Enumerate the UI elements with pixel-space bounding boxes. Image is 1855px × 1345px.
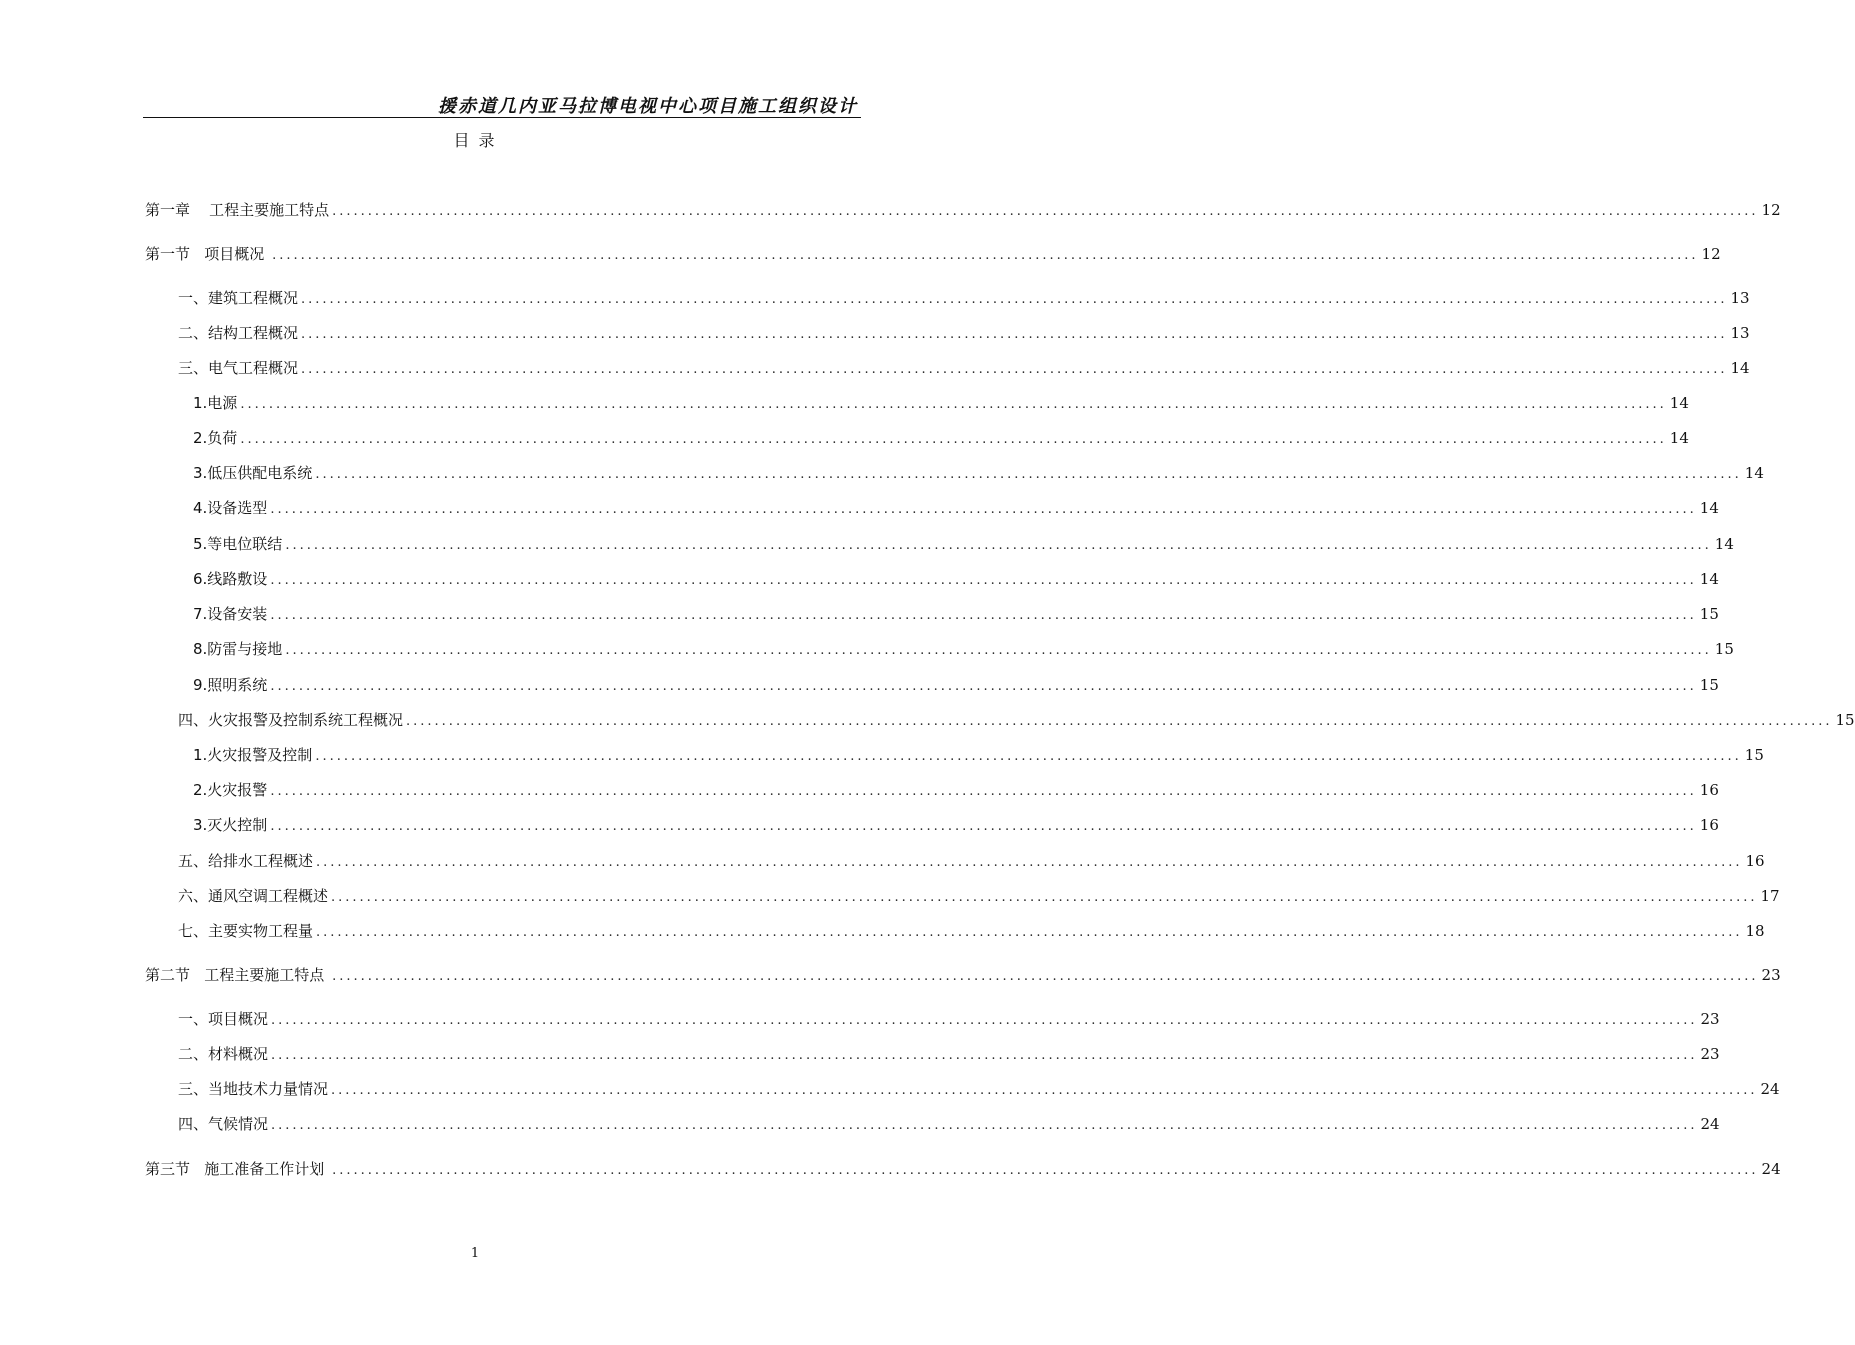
toc-entry[interactable] [193,532,1734,556]
toc-entry-label: 二、结构工程概况 [178,324,299,342]
toc-dot-leader: ........................................................................................................................................................................................................ [270,573,1697,588]
toc-entry[interactable] [193,813,1719,837]
toc-entry-page: 14 [1714,535,1734,553]
toc-entry[interactable] [178,286,1750,310]
toc-entry-page: 15 [1835,711,1855,729]
toc-entry-page: 12 [1701,245,1721,263]
toc-entry-label: 第一章 工程主要施工特点 [145,201,330,219]
toc-entry[interactable] [178,884,1780,908]
toc-entry[interactable] [193,673,1719,697]
document-header-title: 援赤道几内亚马拉博电视中心项目施工组织设计 [438,96,858,117]
toc-entry-page: 13 [1730,324,1750,342]
toc-entry[interactable] [193,461,1764,485]
toc-entry-label: 8.防雷与接地 [193,640,283,658]
toc-entry-page: 14 [1669,394,1689,412]
toc-dot-leader: ........................................................................................................................................................................................................ [316,925,1743,940]
toc-dot-leader: ........................................................................................................................................................................................................ [301,362,1728,377]
toc-entry[interactable] [178,849,1765,873]
toc-dot-leader: ........................................................................................................................................................................................................ [271,1013,1698,1028]
toc-entry-label: 第三节 施工准备工作计划 [145,1160,330,1178]
toc-dot-leader: ........................................................................................................................................................................................................ [270,502,1697,517]
toc-entry-page: 16 [1699,816,1719,834]
toc-entry[interactable] [193,602,1719,626]
toc-entry[interactable] [145,1157,1781,1181]
toc-dot-leader: ........................................................................................................................................................................................................ [315,749,1742,764]
toc-dot-leader: ........................................................................................................................................................................................................ [332,204,1759,219]
toc-dot-leader: ........................................................................................................................................................................................................ [270,608,1697,623]
toc-entry-label: 四、火灾报警及控制系统工程概况 [178,711,404,729]
toc-entry-label: 3.低压供配电系统 [193,464,313,482]
toc-entry-page: 13 [1730,289,1750,307]
toc-entry[interactable] [193,567,1719,591]
toc-entry[interactable] [178,708,1855,732]
toc-entry-page: 15 [1744,746,1764,764]
toc-dot-leader: ........................................................................................................................................................................................................ [301,292,1728,307]
toc-dot-leader: ........................................................................................................................................................................................................ [406,714,1833,729]
toc-entry-page: 12 [1761,201,1781,219]
toc-entry[interactable] [178,1007,1720,1031]
toc-dot-leader: ........................................................................................................................................................................................................ [240,432,1667,447]
toc-entry-label: 7.设备安装 [193,605,268,623]
toc-entry-page: 15 [1699,605,1719,623]
toc-entry-page: 24 [1761,1160,1781,1178]
header-divider [143,117,861,118]
toc-entry[interactable] [145,963,1781,987]
toc-entry-label: 一、建筑工程概况 [178,289,299,307]
toc-entry-label: 2.负荷 [193,429,238,447]
toc-dot-leader: ........................................................................................................................................................................................................ [272,248,1699,263]
toc-entry-label: 二、材料概况 [178,1045,269,1063]
toc-entry-label: 3.灭火控制 [193,816,268,834]
toc-entry[interactable] [193,391,1689,415]
toc-entry-label: 一、项目概况 [178,1010,269,1028]
toc-entry-label: 五、给排水工程概述 [178,852,314,870]
toc-entry[interactable] [178,1042,1720,1066]
toc-dot-leader: ........................................................................................................................................................................................................ [301,327,1728,342]
footer-page-number: 1 [470,1246,480,1261]
toc-entry-label: 9.照明系统 [193,676,268,694]
toc-dot-leader: ........................................................................................................................................................................................................ [271,1118,1698,1133]
toc-entry[interactable] [145,242,1721,266]
toc-dot-leader: ........................................................................................................................................................................................................ [240,397,1667,412]
toc-dot-leader: ........................................................................................................................................................................................................ [332,1163,1759,1178]
toc-entry-label: 5.等电位联结 [193,535,283,553]
toc-dot-leader: ........................................................................................................................................................................................................ [316,855,1743,870]
toc-dot-leader: ........................................................................................................................................................................................................ [331,890,1758,905]
toc-entry-label: 1.电源 [193,394,238,412]
toc-dot-leader: ........................................................................................................................................................................................................ [331,1083,1758,1098]
toc-dot-leader: ........................................................................................................................................................................................................ [270,784,1697,799]
toc-dot-leader: ........................................................................................................................................................................................................ [285,538,1712,553]
toc-entry[interactable] [178,1112,1720,1136]
toc-entry[interactable] [193,743,1764,767]
toc-dot-leader: ........................................................................................................................................................................................................ [270,679,1697,694]
toc-entry-page: 16 [1699,781,1719,799]
toc-dot-leader: ........................................................................................................................................................................................................ [271,1048,1698,1063]
toc-entry-page: 17 [1760,887,1780,905]
toc-entry-page: 18 [1745,922,1765,940]
toc-entry-page: 14 [1699,499,1719,517]
toc-entry-label: 6.线路敷设 [193,570,268,588]
toc-entry-label: 第二节 工程主要施工特点 [145,966,330,984]
toc-dot-leader: ........................................................................................................................................................................................................ [270,819,1697,834]
toc-entry[interactable] [178,1077,1780,1101]
toc-entry-page: 15 [1714,640,1734,658]
toc-entry-label: 三、当地技术力量情况 [178,1080,329,1098]
toc-entry-label: 4.设备选型 [193,499,268,517]
toc-entry-page: 14 [1669,429,1689,447]
toc-entry-page: 23 [1761,966,1781,984]
toc-entry-page: 23 [1700,1010,1720,1028]
toc-entry-page: 14 [1730,359,1750,377]
toc-entry-label: 四、气候情况 [178,1115,269,1133]
toc-entry[interactable] [178,356,1750,380]
toc-entry-label: 1.火灾报警及控制 [193,746,313,764]
toc-entry-label: 2.火灾报警 [193,781,268,799]
toc-entry[interactable] [178,919,1765,943]
toc-entry[interactable] [193,778,1719,802]
toc-dot-leader: ........................................................................................................................................................................................................ [332,969,1759,984]
toc-entry-label: 第一节 项目概况 [145,245,270,263]
toc-entry-page: 23 [1700,1045,1720,1063]
toc-entry-label: 六、通风空调工程概述 [178,887,329,905]
toc-title: 目 录 [453,131,497,150]
toc-entry[interactable] [178,321,1750,345]
toc-entry-label: 七、主要实物工程量 [178,922,314,940]
toc-dot-leader: ........................................................................................................................................................................................................ [285,643,1712,658]
toc-entry-page: 15 [1699,676,1719,694]
toc-entry[interactable] [193,637,1734,661]
toc-entry[interactable] [145,198,1781,222]
toc-entry-page: 16 [1745,852,1765,870]
toc-entry[interactable] [193,426,1689,450]
toc-entry-page: 24 [1760,1080,1780,1098]
toc-dot-leader: ........................................................................................................................................................................................................ [315,467,1742,482]
toc-entry-page: 14 [1744,464,1764,482]
toc-entry-label: 三、电气工程概况 [178,359,299,377]
toc-entry-page: 14 [1699,570,1719,588]
toc-entry-page: 24 [1700,1115,1720,1133]
toc-entry[interactable] [193,496,1719,520]
